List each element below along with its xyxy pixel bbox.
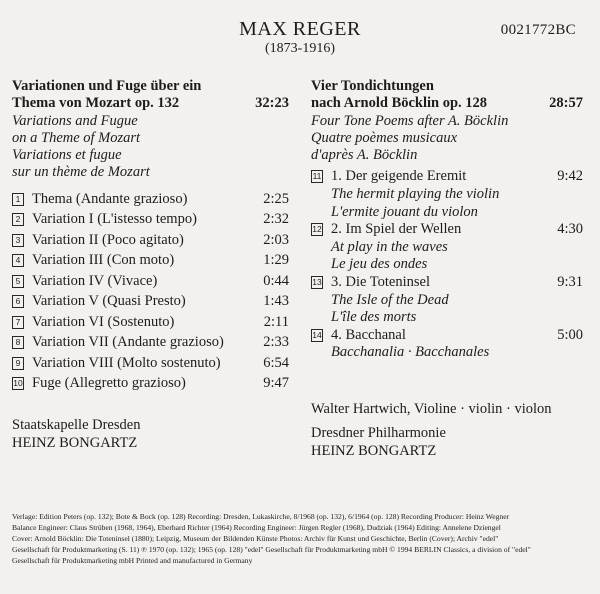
track-title: 2. Im Spiel der Wellen (331, 221, 462, 238)
work-subtitle: sur un thème de Mozart (12, 164, 150, 181)
track-row (12, 291, 289, 312)
track-duration: 2:11 (263, 313, 289, 330)
track-number-box: 7 (12, 316, 24, 329)
track-number-box: 13 (312, 277, 322, 288)
work-subtitle: Variations et fugue (12, 147, 122, 164)
work-subtitle: Quatre poèmes musicaux (311, 129, 458, 146)
track-subtitle: L'ermite jouant du violon (331, 203, 478, 220)
work-title-line1: Vier Tondichtungen (311, 78, 434, 94)
track-title: 1. Der geigende Eremit (331, 168, 467, 185)
track-title: Variation VII (Andante grazioso) (32, 334, 224, 351)
credits-line: Verlage: Edition Peters (op. 132); Bote & Bock (op. 128) Recording: Dresden, Lukaskirche, 8/1968 (op. 132), 6/1964 (op. 128) Recording Producer: Heinz Wegner (12, 512, 510, 521)
track-number-box: 12 (312, 224, 322, 235)
track-title: 3. Die Toteninsel (331, 274, 430, 291)
track-duration: 5:00 (557, 326, 583, 343)
track-duration: 9:42 (557, 168, 583, 185)
track-subtitle: Bacchanalia · Bacchanales (331, 344, 490, 361)
track-number-box: 2 (12, 213, 24, 226)
track-title: Variation II (Poco agitato) (32, 231, 184, 248)
track-row (12, 230, 289, 251)
track-number-box: 8 (12, 336, 24, 349)
credits-line: Balance Engineer: Claus Strüben (1968, 1964), Eberhard Richter (1964) Recording Engineer: Jürgen Regler (1968), Dudziak (1964) Editing: Annelene Dziengel (12, 523, 501, 533)
track-row (311, 274, 583, 292)
track-list (12, 189, 289, 394)
track-title: Variation IV (Vivace) (32, 272, 158, 289)
track-row (311, 221, 583, 239)
work-total-duration: 28:57 (549, 95, 583, 112)
track-row (12, 373, 289, 394)
work-subtitle: Variations and Fugue (12, 112, 138, 129)
work-title-line2: Thema von Mozart op. 132 32:23 (12, 95, 289, 112)
track-title: Variation V (Quasi Presto) (32, 293, 186, 310)
track-title: Thema (Andante grazioso) (32, 190, 188, 207)
credits-line: Gesellschaft für Produktmarketing mbH Printed and manufactured in Germany (12, 556, 253, 566)
orchestra-name: Staatskapelle Dresden (12, 417, 141, 433)
conductor-name: HEINZ BONGARTZ (311, 443, 437, 459)
track-duration: 1:29 (263, 252, 289, 269)
track-row (311, 327, 583, 345)
track-title: Variation III (Con moto) (32, 252, 175, 269)
track-number-box: 5 (12, 275, 24, 288)
soloist-name: Walter Hartwich, Violine · violin · violon (311, 401, 552, 417)
credits-line: Gesellschaft für Produktmarketing (S. 11) ℗ 1970 (op. 132); 1965 (op. 128) "edel" Gesellschaft für Produktmarketing mbH © 1994 BERLIN Classics, a division of "edel" (12, 545, 531, 555)
track-number-box: 11 (312, 171, 322, 182)
track-row (12, 271, 289, 292)
track-row (12, 312, 289, 333)
work-total-duration: 32:23 (255, 95, 289, 112)
track-number-box: 3 (12, 234, 24, 247)
track-number-box: 6 (12, 295, 24, 308)
track-subtitle: The hermit playing the violin (331, 186, 500, 203)
track-subtitle: Le jeu des ondes (331, 256, 428, 273)
track-duration: 1:43 (263, 293, 289, 310)
track-title: Variation VIII (Molto sostenuto) (32, 354, 221, 371)
track-row (12, 353, 289, 374)
right-column (311, 78, 583, 362)
composer-dates: (1873-1916) (265, 41, 335, 56)
track-row (12, 189, 289, 210)
track-number-box: 1 (12, 193, 24, 206)
track-title: 4. Bacchanal (331, 326, 406, 343)
right-performers (311, 400, 552, 460)
work-title-line1: Variationen und Fuge über ein (12, 78, 202, 94)
credits-line: Cover: Arnold Böcklin: Die Toteninsel (1880); Leipzig, Museum der Bildenden Künste Photos: Archiv für Kunst und Geschichte, Berlin (Cover); Archiv "edel" (12, 534, 499, 544)
work-title-line2: nach Arnold Böcklin op. 128 28:57 (311, 95, 583, 112)
track-number-box: 4 (12, 254, 24, 267)
left-column (12, 78, 289, 394)
track-duration: 9:47 (263, 375, 289, 392)
track-row (311, 168, 583, 186)
credits-block (12, 511, 590, 566)
track-row (12, 250, 289, 271)
track-duration: 4:30 (557, 221, 583, 238)
track-duration: 2:25 (263, 190, 289, 207)
work-subtitle: on a Theme of Mozart (12, 129, 141, 146)
orchestra-name: Dresdner Philharmonie (311, 425, 446, 441)
track-duration: 2:33 (263, 334, 289, 351)
track-subtitle: L'île des morts (331, 309, 417, 326)
track-duration: 2:03 (263, 231, 289, 248)
composer-name: MAX REGER (239, 18, 361, 40)
track-subtitle: The Isle of the Dead (331, 291, 449, 308)
track-number-box: 10 (13, 378, 23, 389)
track-number-box: 14 (312, 329, 322, 340)
track-list (311, 168, 583, 362)
track-duration: 9:31 (557, 274, 583, 291)
track-title: Variation VI (Sostenuto) (32, 313, 175, 330)
catalog-number: 0021772BC (500, 22, 576, 38)
work-subtitle: d'après A. Böcklin (311, 147, 418, 164)
track-title: Variation I (L'istesso tempo) (32, 211, 197, 228)
track-title: Fuge (Allegretto grazioso) (32, 375, 186, 392)
track-duration: 2:32 (263, 211, 289, 228)
work-subtitle: Four Tone Poems after A. Böcklin (311, 112, 509, 129)
conductor-name: HEINZ BONGARTZ (12, 435, 138, 451)
track-number-box: 9 (12, 357, 24, 370)
track-subtitle: At play in the waves (331, 238, 448, 255)
track-row (12, 332, 289, 353)
track-duration: 6:54 (263, 354, 289, 371)
left-performers (12, 416, 140, 452)
track-duration: 0:44 (263, 272, 289, 289)
track-row (12, 209, 289, 230)
